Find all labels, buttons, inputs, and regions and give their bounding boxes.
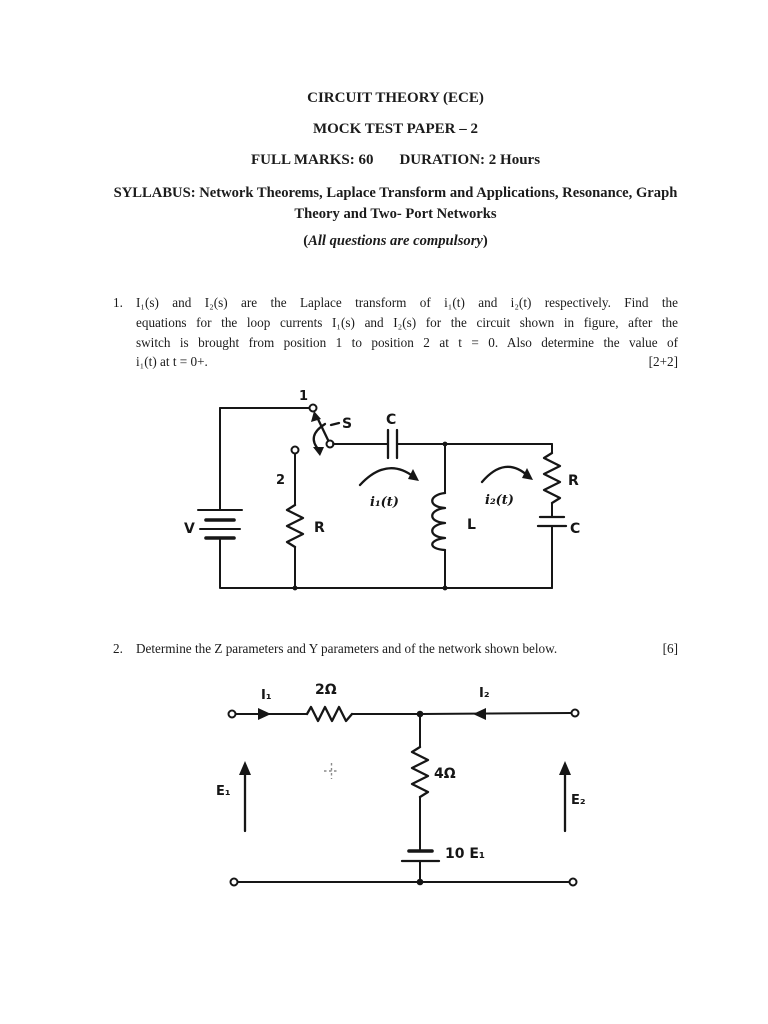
duration-label: DURATION: 2 Hours <box>399 152 541 168</box>
dependent-source-icon <box>402 851 439 861</box>
capacitor-icon <box>538 517 566 526</box>
switch-position1-terminal <box>310 405 317 412</box>
inductor-label: L <box>467 517 476 533</box>
question-1 <box>113 293 678 372</box>
circuit-1-figure <box>178 389 590 600</box>
bottom-wire <box>220 538 552 588</box>
question-2-body <box>136 639 678 659</box>
question-1-last-line <box>136 352 678 372</box>
top-wire-right <box>420 713 571 714</box>
switch-label: S <box>342 416 353 432</box>
question-2-number: 2. <box>113 641 123 656</box>
inductor-coil-icon <box>432 493 445 550</box>
series-capacitor-label: C <box>386 412 397 428</box>
loop2-arrow-arc <box>482 467 528 482</box>
port1-top-terminal <box>229 711 236 718</box>
note-close-paren: ) <box>482 233 488 249</box>
syllabus-line-2: Theory and Two- Port Networks <box>294 206 497 222</box>
current1-arrowhead <box>258 708 271 720</box>
circuit-2-figure <box>203 674 598 902</box>
port1-bottom-terminal <box>231 879 238 886</box>
source-label: V <box>184 521 195 537</box>
capacitor-icon <box>388 430 397 458</box>
question-1-body <box>136 293 678 372</box>
port2-bottom-terminal <box>570 879 577 886</box>
junction-node <box>443 586 448 591</box>
question-1-line-1: I₁(s) and I₂(s) are the Laplace transform of i₁(t) and i₂(t) respectively. Find the <box>136 295 678 310</box>
loop2-arrowhead <box>522 468 533 480</box>
right-resistor-label: R <box>568 473 579 489</box>
marks-duration-row <box>113 152 678 169</box>
port2-voltage-label: E₂ <box>571 793 586 808</box>
question-2-text: Determine the Z parameters and Y parameters and of the network shown below. <box>136 641 558 656</box>
resistor-zigzag <box>544 453 560 503</box>
switch-motion-arrowhead <box>313 447 324 456</box>
doc-subtitle: MOCK TEST PAPER – 2 <box>312 121 479 137</box>
resistor-zigzag <box>287 505 303 547</box>
full-marks-label: FULL MARKS: 60 <box>250 152 374 168</box>
dependent-source-label: 10 E₁ <box>445 846 486 862</box>
branch-resistor-label: R <box>314 520 325 536</box>
note-text: All questions are compulsory <box>308 233 483 249</box>
doc-title: CIRCUIT THEORY (ECE) <box>307 90 484 106</box>
switch-position2-terminal <box>292 447 299 454</box>
loop2-current-label: i₂(t) <box>485 493 514 508</box>
switch-icon <box>311 411 339 456</box>
syllabus <box>113 183 678 225</box>
question-2 <box>113 639 678 659</box>
series-resistor-label: 2Ω <box>315 682 337 698</box>
port1-voltage-label: E₁ <box>216 784 231 799</box>
position2-label: 2 <box>276 473 286 488</box>
loop1-current-label: i₁(t) <box>370 495 399 510</box>
question-1-marks: [2+2] <box>648 354 678 370</box>
question-1-line-4: i₁(t) at t = 0+. <box>136 354 208 370</box>
question-1-line-3: switch is brought from position 1 to position 2 at t = 0. Also determine the value of <box>136 334 678 350</box>
battery-icon <box>198 510 242 538</box>
resistor-zigzag <box>412 747 428 797</box>
question-2-marks: [6] <box>662 641 678 656</box>
port1-current-label: I₁ <box>261 688 272 703</box>
voltage2-arrowhead <box>559 761 571 775</box>
port2-top-terminal <box>572 710 579 717</box>
loop1-arrow-arc <box>360 468 414 485</box>
junction-node <box>293 586 298 591</box>
right-capacitor-label: C <box>570 521 581 537</box>
question-1-number: 1. <box>113 295 123 310</box>
switch-label-tick <box>331 423 339 425</box>
resistor-zigzag <box>307 707 352 721</box>
compulsory-note <box>113 233 678 250</box>
current2-arrowhead <box>473 708 486 720</box>
note-open-paren: ( <box>303 233 309 249</box>
shunt-resistor-label: 4Ω <box>434 766 456 782</box>
question-1-line-2: equations for the loop currents I₁(s) and I₂(s) for the circuit shown in figure, after the <box>136 314 678 330</box>
syllabus-line-1: SYLLABUS: Network Theorems, Laplace Transform and Applications, Resonance, Graph <box>113 185 678 201</box>
port2-current-label: I₂ <box>479 686 490 701</box>
voltage1-arrowhead <box>239 761 251 775</box>
dashed-plus-mark <box>324 763 339 779</box>
position1-label: 1 <box>299 389 309 404</box>
